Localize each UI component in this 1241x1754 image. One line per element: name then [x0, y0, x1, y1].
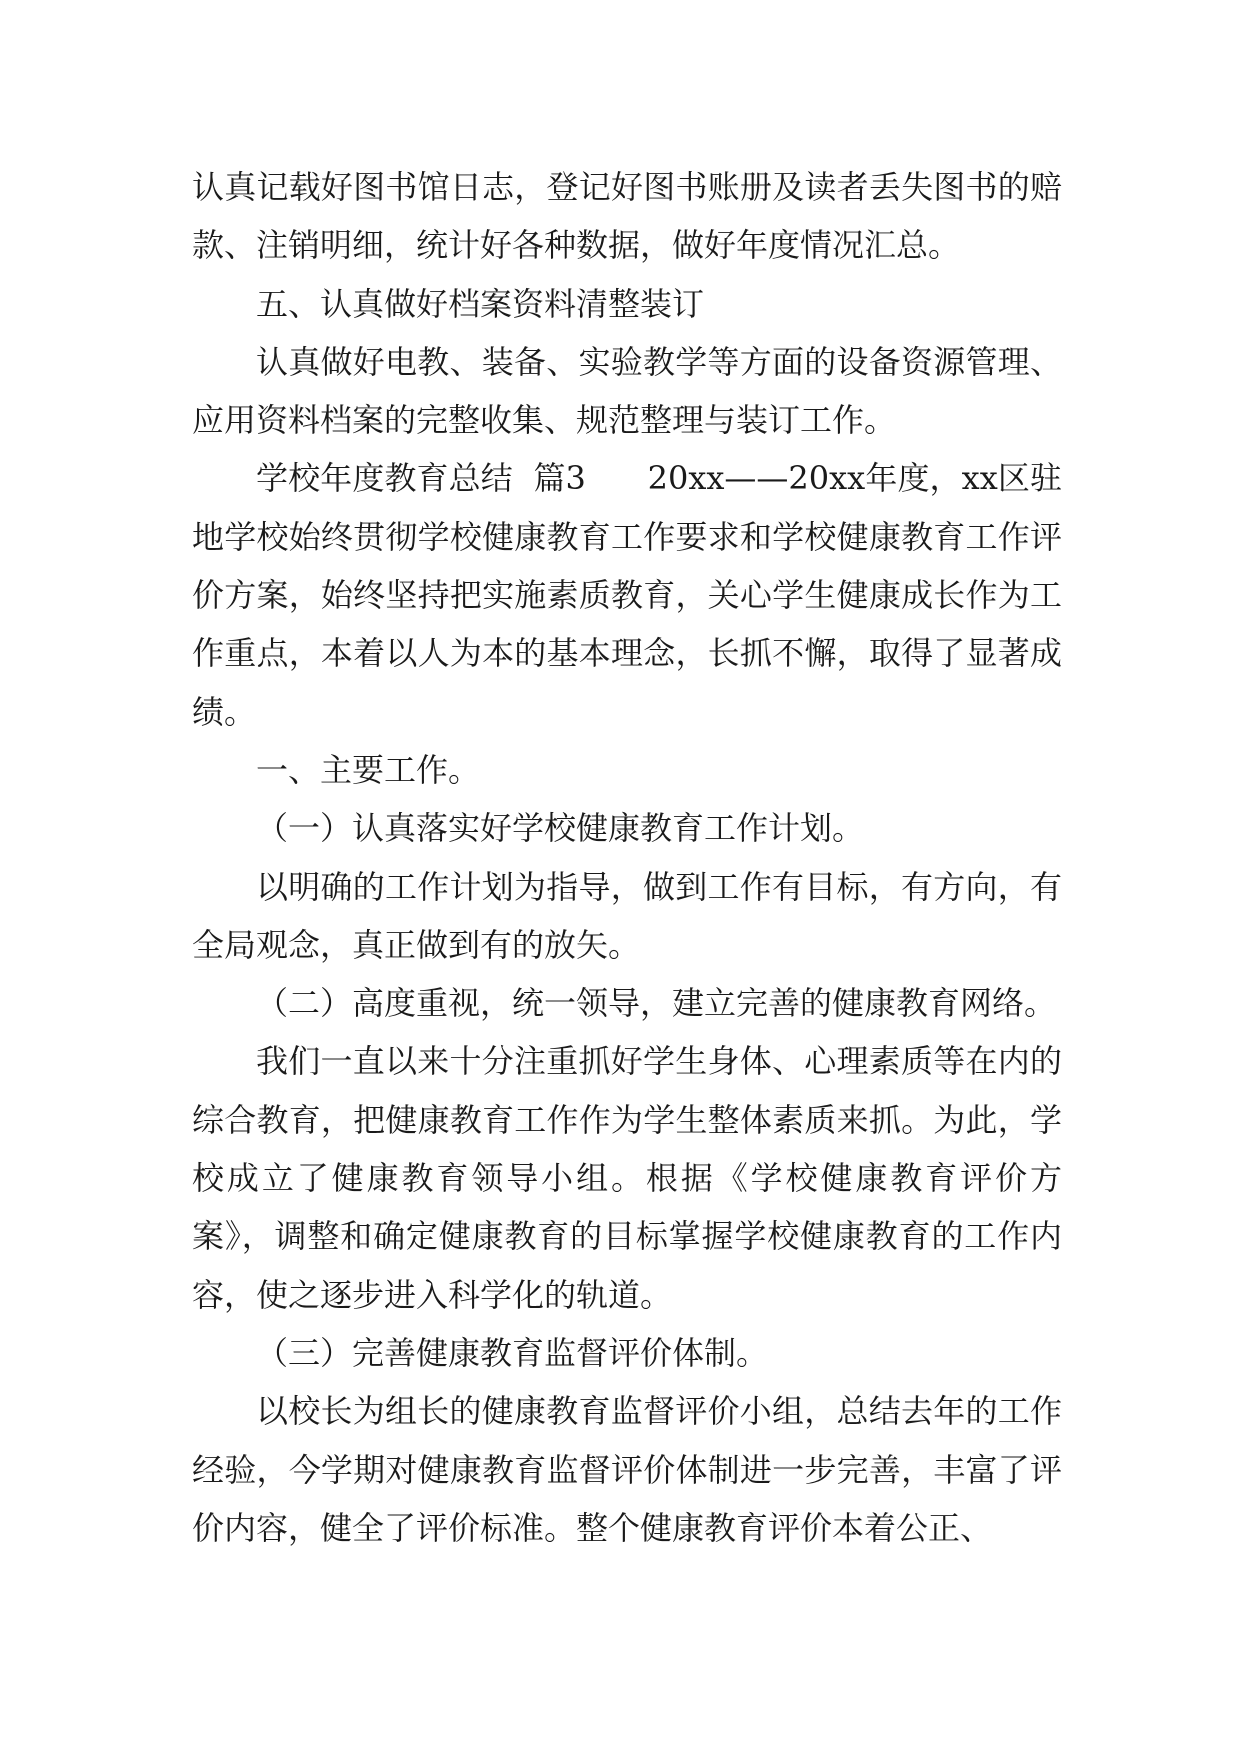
subsection-heading: （三）完善健康教育监督评价体制。 — [256, 1333, 769, 1372]
section-heading: 一、主要工作。 — [256, 750, 481, 789]
document-body — [192, 158, 1062, 1557]
subsection-heading: （一）认真落实好学校健康教育工作计划。 — [256, 809, 865, 848]
subsection-heading: （二）高度重视，统一领导，建立完善的健康教育网络。 — [256, 984, 1057, 1023]
paragraph: 学校年度教育总结 篇3 20xx——20xx年度，xx区驻地学校始终贯彻学校健康教育工作要求和学校健康教育工作评价方案，始终坚持把实施素质教育，关心学生健康成长作为工作重点，本着以人为本的基本理念，长抓不懈，取得了显著成绩。 — [192, 459, 1062, 731]
paragraph: 以校长为组长的健康教育监督评价小组，总结去年的工作经验，今学期对健康教育监督评价体制进一步完善，丰富了评价内容，健全了评价标准。整个健康教育评价本着公正、 — [192, 1392, 1062, 1547]
paragraph: 以明确的工作计划为指导，做到工作有目标，有方向，有全局观念，真正做到有的放矢。 — [192, 867, 1062, 964]
section-heading: 五、认真做好档案资料清整装订 — [256, 284, 705, 323]
paragraph: 认真做好电教、装备、实验教学等方面的设备资源管理、应用资料档案的完整收集、规范整理与装订工作。 — [192, 342, 1062, 440]
paragraph: 我们一直以来十分注重抓好学生身体、心理素质等在内的综合教育，把健康教育工作作为学生整体素质来抓。为此，学校成立了健康教育领导小组。根据《学校健康教育评价方案》，调整和确定健康教育的目标掌握学校健康教育的工作内容，使之逐步进入科学化的轨道。 — [192, 1042, 1062, 1314]
paragraph: 认真记载好图书馆日志，登记好图书账册及读者丢失图书的赔款、注销明细，统计好各种数据，做好年度情况汇总。 — [192, 168, 1062, 265]
